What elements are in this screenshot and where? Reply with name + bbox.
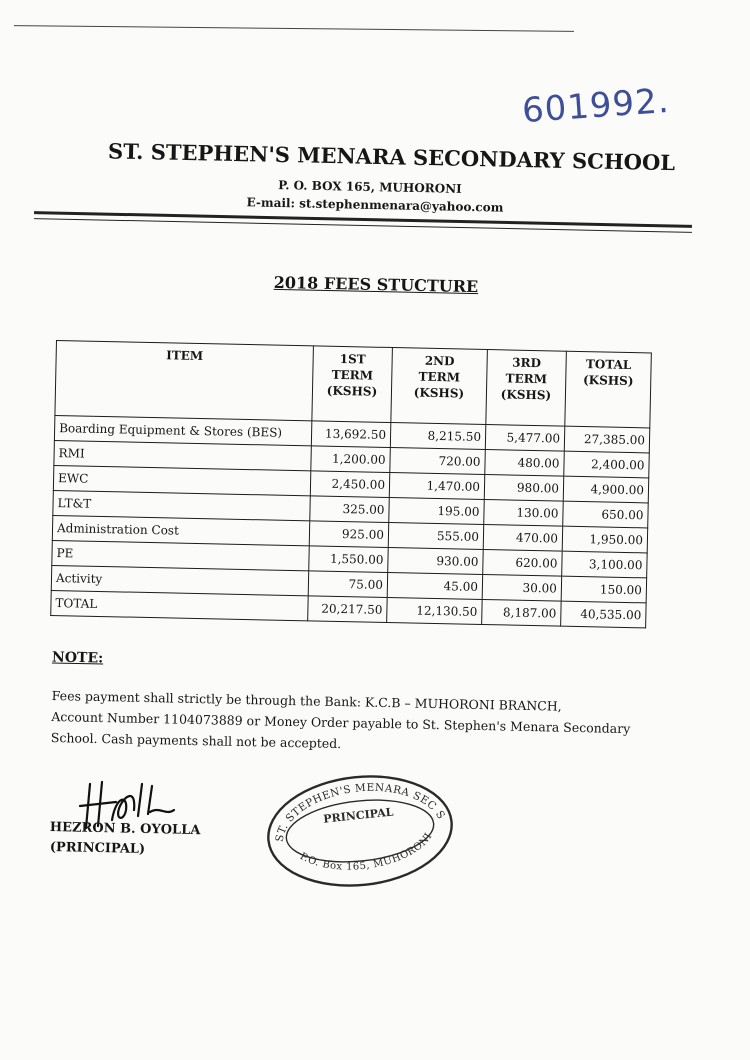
row-term-3: 130.00 (484, 500, 564, 527)
row-term-1: 1,200.00 (311, 446, 391, 473)
row-total: 1,950.00 (562, 526, 648, 553)
row-term-1: 20,217.50 (308, 596, 388, 623)
row-total: 3,100.00 (562, 551, 648, 578)
row-term-1: 925.00 (309, 521, 389, 548)
header-total-unit: (KSHS) (582, 373, 634, 389)
row-term-2: 8,215.50 (390, 423, 486, 450)
row-term-1: 75.00 (308, 571, 388, 598)
header-term-2 (391, 348, 488, 425)
row-total: 650.00 (563, 501, 649, 528)
row-term-3: 620.00 (483, 549, 563, 576)
table-header-row (55, 341, 651, 428)
school-address: P. O. BOX 165, MUHORONI (278, 178, 462, 196)
stamp-middle-text: PRINCIPAL (322, 805, 394, 826)
row-term-3: 480.00 (485, 450, 565, 477)
row-term-2: 930.00 (388, 548, 484, 575)
header-term-1-word: TERM (331, 367, 374, 383)
row-term-3: 8,187.00 (482, 599, 562, 626)
row-item: Activity (51, 565, 308, 595)
row-term-2: 720.00 (390, 448, 486, 475)
row-term-2: 555.00 (388, 523, 484, 550)
row-total: 27,385.00 (564, 426, 650, 453)
payment-line-2: Account Number 1104073889 or Money Order payable to St. Stephen's Menara Secondary (51, 708, 631, 737)
header-term-2-word: TERM (418, 369, 461, 385)
note-heading: NOTE: (51, 649, 104, 667)
header-term-2-unit: (KSHS) (413, 385, 465, 401)
row-total: 4,900.00 (563, 476, 649, 503)
school-stamp (262, 772, 458, 890)
header-term-3-ordinal: 3RD (512, 355, 542, 371)
header-item (55, 341, 314, 421)
email-label: E-mail: (246, 195, 296, 211)
row-term-2: 12,130.50 (387, 597, 483, 624)
principal-name: HEZRON B. OYOLLA (49, 820, 201, 839)
header-term-1-unit: (KSHS) (326, 383, 378, 399)
school-name: ST. STEPHEN'S MENARA SECONDARY SCHOOL (107, 138, 676, 176)
school-email: st.stephenmenara@yahoo.com (299, 196, 504, 215)
header-term-1-ordinal: 1ST (339, 351, 366, 367)
header-total (565, 351, 652, 428)
row-item: EWC (53, 465, 310, 495)
document-title: 2018 FEES STUCTURE (273, 272, 479, 297)
payment-instructions (51, 685, 652, 761)
row-item: TOTAL (51, 590, 308, 620)
row-term-3: 30.00 (482, 574, 562, 601)
payment-line-1: Fees payment shall strictly be through the Bank: K.C.B – MUHORONI BRANCH, (51, 687, 562, 714)
row-total: 150.00 (561, 576, 647, 603)
row-term-3: 470.00 (483, 524, 563, 551)
header-term-1 (312, 346, 393, 423)
row-item: Administration Cost (52, 515, 309, 545)
row-term-2: 1,470.00 (389, 473, 485, 500)
row-item: Boarding Equipment & Stores (BES) (54, 415, 311, 445)
row-term-1: 325.00 (310, 496, 390, 523)
row-item: RMI (54, 440, 311, 470)
header-term-2-ordinal: 2ND (424, 353, 455, 369)
header-term-3-unit: (KSHS) (500, 387, 552, 403)
fees-table-wrapper (50, 340, 652, 628)
row-term-3: 980.00 (484, 475, 564, 502)
row-term-1: 1,550.00 (309, 546, 389, 573)
header-total-word: TOTAL (585, 357, 632, 373)
stamp-top-text: ST. STEPHEN'S MENARA SEC SCHOOL (273, 781, 448, 843)
row-term-2: 195.00 (389, 498, 485, 525)
row-total: 40,535.00 (561, 601, 647, 628)
row-term-1: 2,450.00 (310, 471, 390, 498)
row-term-3: 5,477.00 (485, 425, 565, 452)
top-divider (14, 25, 574, 32)
header-term-3 (486, 350, 567, 427)
row-term-2: 45.00 (387, 572, 483, 599)
stamp-bottom-text: P.O. Box 165, MUHORONI (297, 831, 435, 873)
header-term-3-word: TERM (505, 371, 548, 387)
row-total: 2,400.00 (564, 451, 650, 478)
row-item: PE (52, 540, 309, 570)
payment-line-3: School. Cash payments shall not be accepted. (50, 729, 342, 752)
fees-table (50, 340, 652, 628)
header-item-label: ITEM (166, 348, 204, 364)
principal-title: (PRINCIPAL) (49, 840, 146, 857)
row-item: LT&T (53, 490, 310, 520)
school-email-line (190, 194, 560, 216)
handwritten-reference-number: 601992. (520, 80, 671, 132)
row-term-1: 13,692.50 (311, 421, 391, 448)
